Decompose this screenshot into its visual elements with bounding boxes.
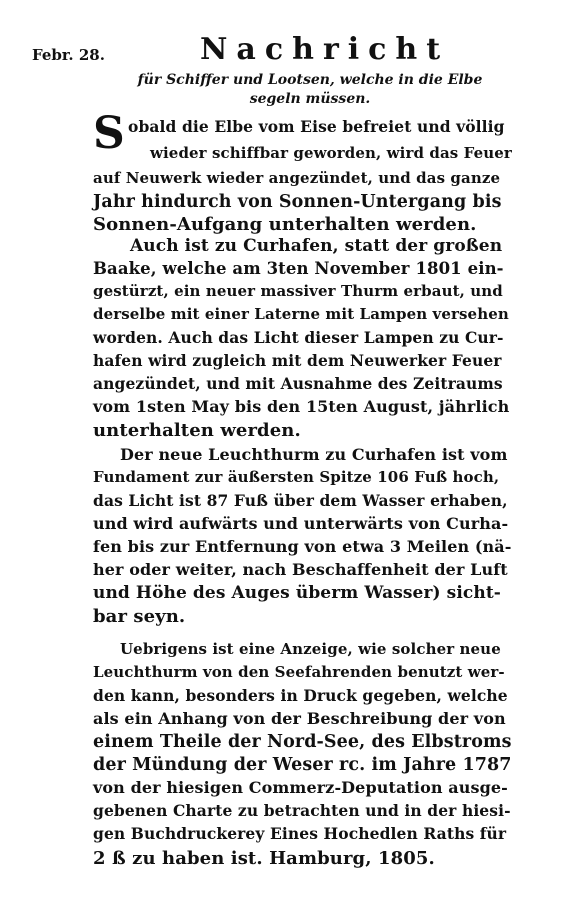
subtitle-line-1: für Schiffer und Lootsen, welche in die Elbe [137,72,483,88]
text-line: worden. Auch das Licht dieser Lampen zu Cur- [93,328,504,347]
date-label: Febr. 28. [32,46,105,64]
text-line: von der hiesigen Commerz-Deputation ausge- [93,778,508,797]
text-line: Baake, welche am 3ten November 1801 ein- [93,259,504,278]
text-line: der Mündung der Weser rc. im Jahre 1787 [93,755,512,775]
text-line: wieder schiffbar geworden, wird das Feuer [150,144,512,162]
text-line: 2 ß zu haben ist. Hamburg, 1805. [93,848,435,869]
text-line: Fundament zur äußersten Spitze 106 Fuß hoch, [93,468,500,486]
text-line: gebenen Charte zu betrachten und in der hiesi- [93,801,511,820]
text-line: Leuchthurm von den Seefahrenden benutzt wer- [93,663,505,681]
text-line: vom 1sten May bis den 15ten August, jährlich [93,397,510,416]
text-line: das Licht ist 87 Fuß über dem Wasser erhaben, [93,491,508,510]
subtitle-line-2: segeln müssen. [249,91,371,107]
text-line: und wird aufwärts und unterwärts von Curha- [93,514,509,533]
drop-initial: S [93,108,125,159]
text-line: Jahr hindurch von Sonnen-Untergang bis [93,192,502,212]
text-line: bar seyn. [93,606,186,627]
text-line: auf Neuwerk wieder angezündet, und das ganze [93,169,501,187]
text-line: derselbe mit einer Laterne mit Lampen versehen [93,305,509,323]
page-title: Nachricht [200,32,450,67]
text-line: einem Theile der Nord-See, des Elbstroms [93,732,512,752]
text-line: als ein Anhang von der Beschreibung der von [93,709,506,728]
text-line: gestürzt, ein neuer massiver Thurm erbaut, und [93,282,503,300]
text-line: angezündet, und mit Ausnahme des Zeitraums [93,374,503,393]
text-line: obald die Elbe vom Eise befreiet und völlig [128,117,505,136]
text-line: unterhalten werden. [93,420,301,441]
text-line: den kann, besonders in Druck gegeben, welche [93,686,508,705]
text-line: her oder weiter, nach Beschaffenheit der Luft [93,560,508,579]
text-line: und Höhe des Auges überm Wasser) sicht- [93,583,501,603]
text-line: Der neue Leuchthurm zu Curhafen ist vom [120,445,508,464]
text-line: Sonnen-Aufgang unterhalten werden. [93,214,477,235]
text-line: Uebrigens ist eine Anzeige, wie solcher neue [120,640,501,658]
text-line: gen Buchdruckerey Eines Hochedlen Raths für [93,824,507,843]
text-line: Auch ist zu Curhafen, statt der großen [130,236,503,256]
text-line: fen bis zur Entfernung von etwa 3 Meilen (nä- [93,537,512,556]
text-line: hafen wird zugleich mit dem Neuwerker Feuer [93,351,502,370]
